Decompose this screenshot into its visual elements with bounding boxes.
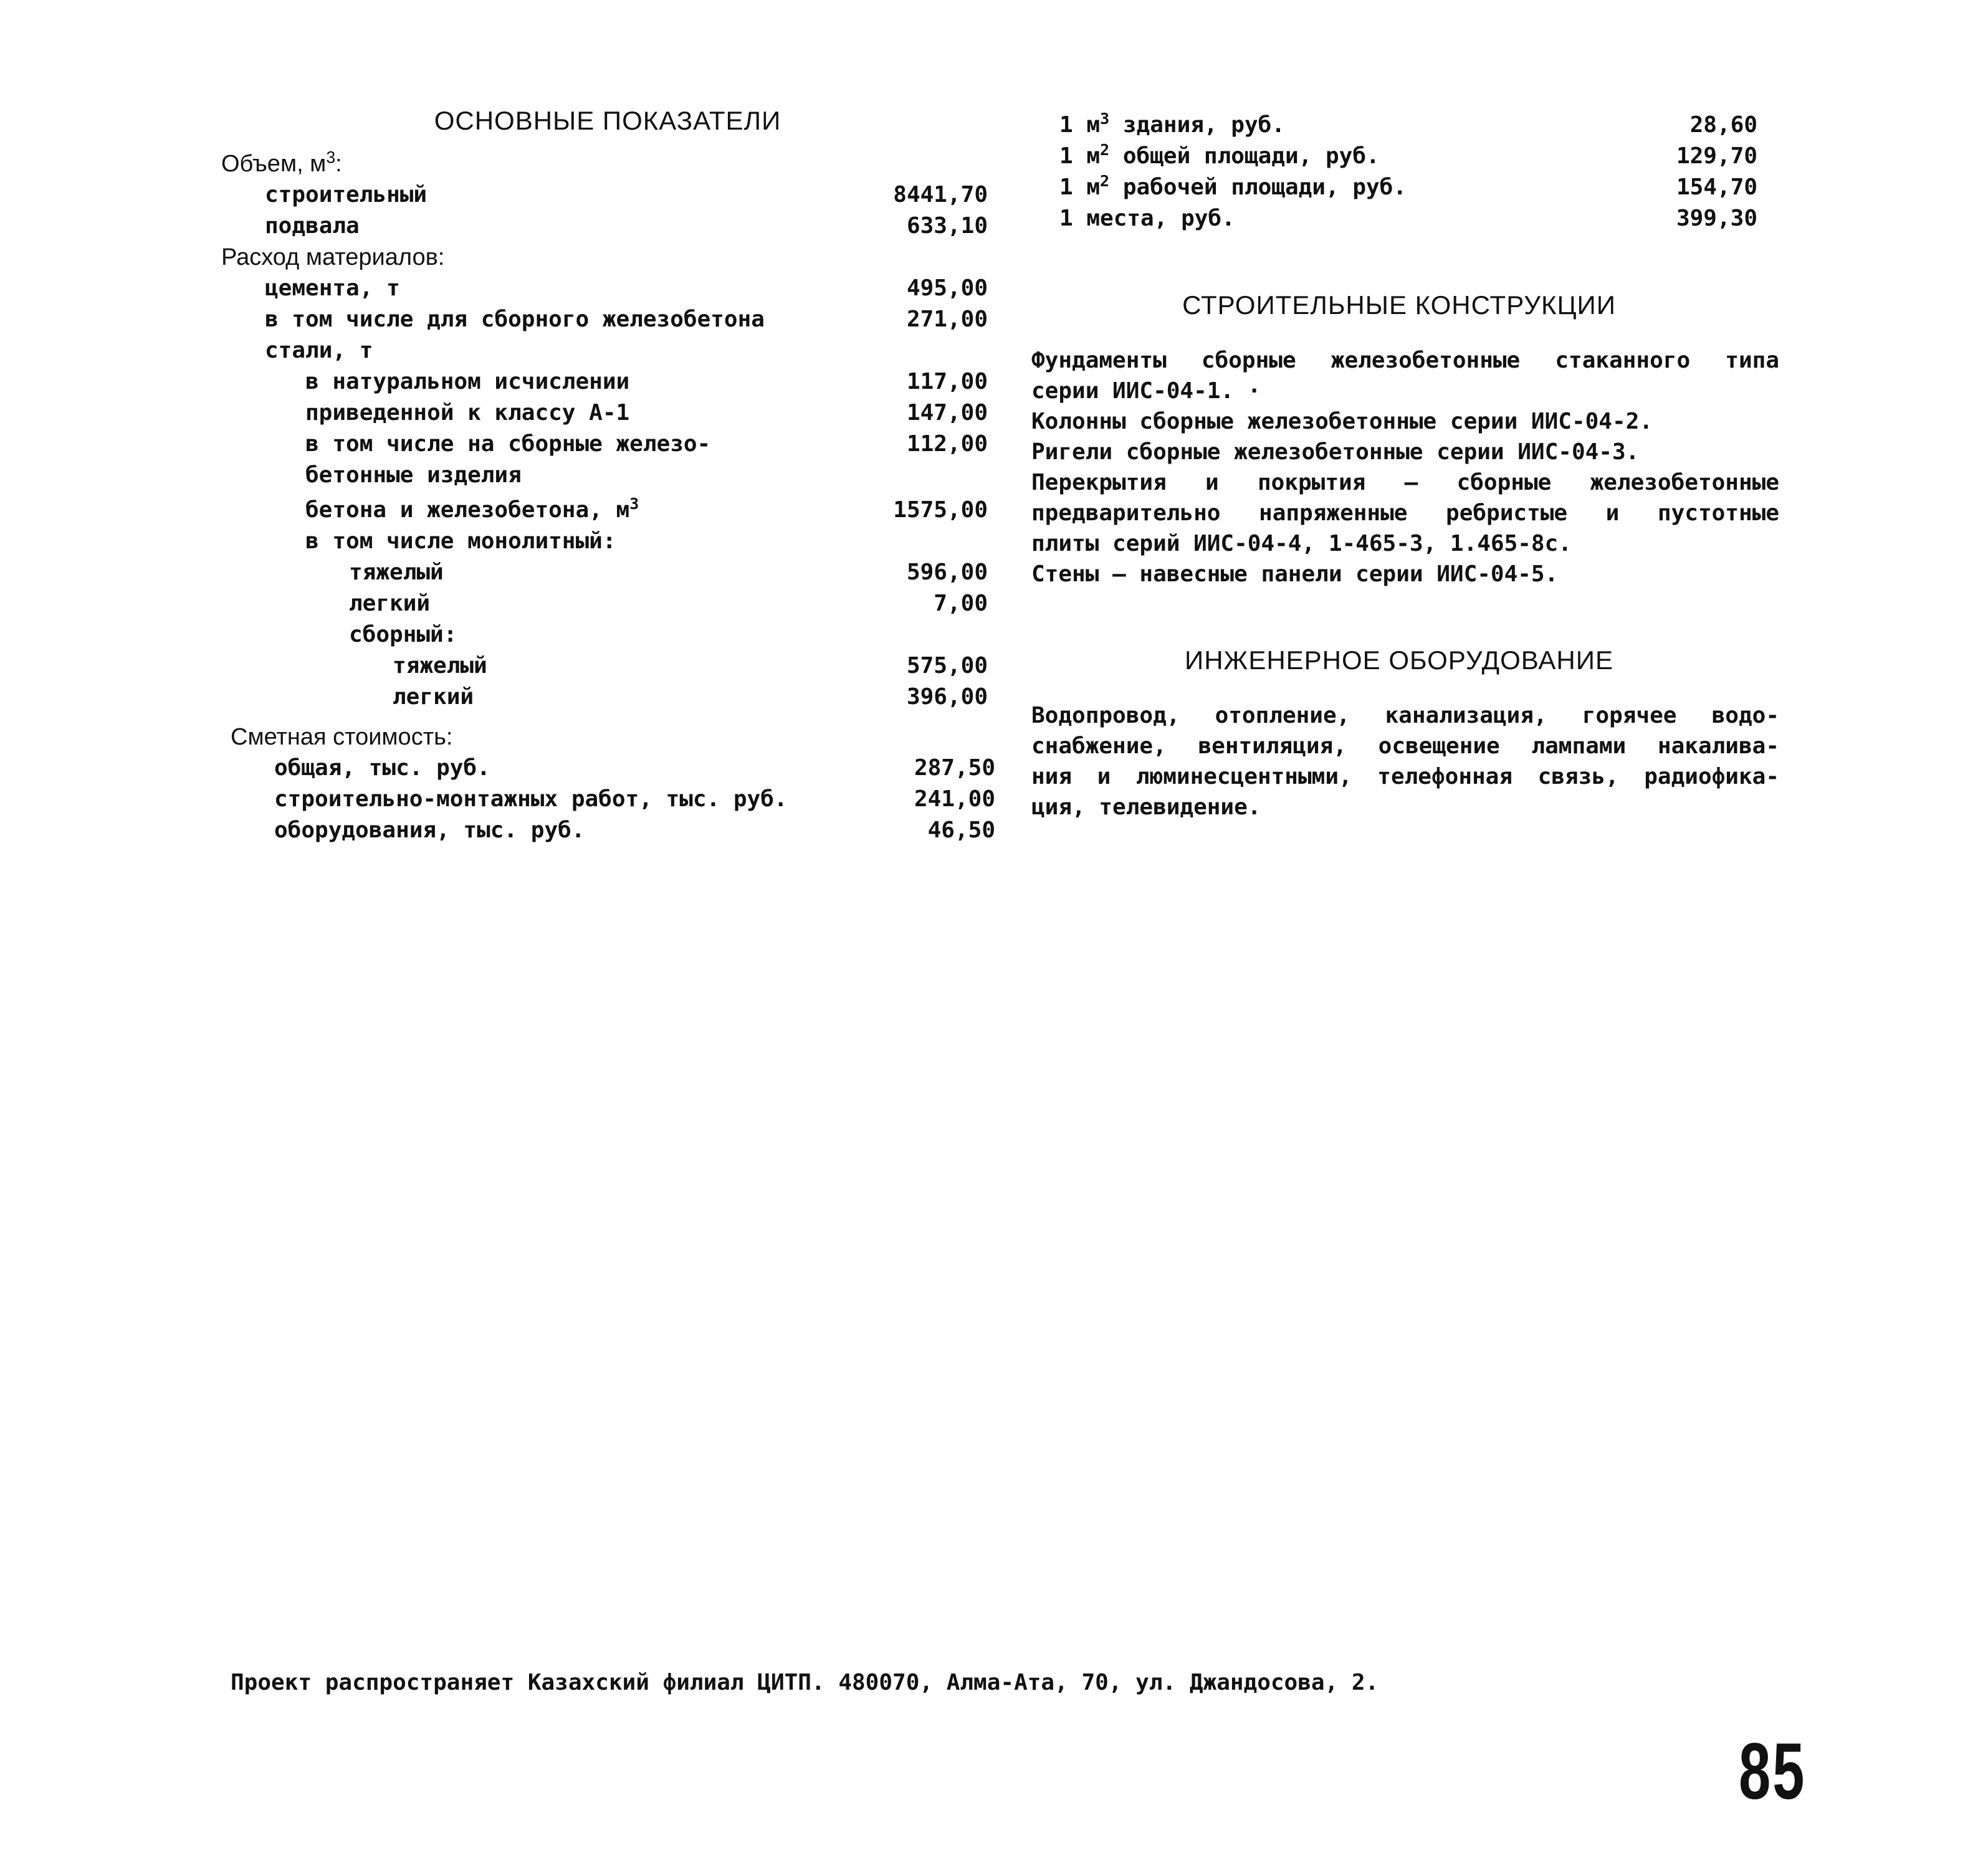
row-label-pre: 1 м: [1059, 143, 1101, 169]
text-line: Перекрытия и покрытия – сборные железобетонные: [1031, 470, 1779, 495]
row-label-post: общей площади, руб.: [1109, 143, 1380, 169]
row-label-pre: 1 м: [1059, 112, 1101, 138]
table-row: [221, 815, 995, 846]
distributor-note: Проект распространяет Казахский филиал ЦИТП. 480070, Алма-Ата, 70, ул. Джандосова, 2.: [231, 1670, 1379, 1695]
row-label: строительный: [265, 182, 428, 207]
row-label: строительно-монтажных работ, тыс. руб.: [274, 786, 788, 812]
row-label: приведенной к классу А-1: [305, 400, 630, 426]
row-label: сборный:: [349, 622, 457, 647]
table-row: [1059, 106, 1757, 141]
table-row: [221, 619, 988, 650]
structures-title: СТРОИТЕЛЬНЫЕ КОНСТРУКЦИИ: [1182, 290, 1616, 320]
text-line: серии ИИС-04-1. ·: [1031, 378, 1261, 404]
row-value: 1575,00: [893, 497, 988, 523]
row-label: подвала: [265, 213, 360, 239]
row-label: в натуральном исчислении: [305, 369, 630, 394]
row-label: стали, т: [265, 338, 373, 363]
row-value: 271,00: [906, 307, 988, 332]
row-value: 154,70: [1676, 174, 1757, 200]
table-row: [221, 557, 988, 588]
table-row: [221, 588, 988, 619]
text-line: снабжение, вентиляция, освещение лампами накалива-: [1031, 733, 1779, 759]
row-value: 633,10: [906, 213, 988, 239]
row-value: 7,00: [934, 591, 988, 616]
estimate-label: Сметная стоимость:: [231, 724, 453, 750]
volume-heading: [221, 145, 988, 179]
text-line: предварительно напряженные ребристые и пустотные: [1031, 500, 1779, 526]
table-row: [221, 273, 988, 304]
text-line: Ригели сборные железобетонные серии ИИС-04-3.: [1031, 439, 1640, 465]
table-row: [221, 211, 988, 242]
table-row: [221, 526, 988, 557]
table-row: [221, 491, 988, 526]
row-value: 117,00: [906, 369, 988, 394]
row-value: 495,00: [906, 275, 988, 301]
text-line: плиты серий ИИС-04-4, 1-465-3, 1.465-8с.: [1031, 531, 1572, 556]
row-label: легкий: [393, 684, 474, 710]
table-row: [221, 304, 988, 335]
table-row: [1059, 172, 1757, 203]
row-value: 396,00: [906, 684, 988, 710]
row-value: 287,50: [914, 755, 995, 781]
row-value: 575,00: [906, 653, 988, 679]
row-value: 28,60: [1689, 112, 1757, 138]
row-label: легкий: [349, 591, 431, 616]
table-row: [221, 753, 995, 784]
row-label: в том числе монолитный:: [305, 528, 616, 554]
row-label: бетонные изделия: [305, 462, 522, 488]
table-row: [1059, 203, 1757, 234]
row-value: 129,70: [1676, 143, 1757, 169]
table-row: [221, 179, 988, 211]
table-row: [221, 460, 988, 491]
row-value: 8441,70: [893, 182, 988, 207]
row-label: тяжелый: [349, 559, 444, 585]
engineering-section: [1031, 645, 1779, 822]
row-label-post: рабочей площади, руб.: [1109, 174, 1407, 200]
row-value: 241,00: [914, 786, 995, 812]
table-row: [221, 650, 988, 682]
row-label: в том числе для сборного железобетона: [265, 307, 765, 332]
row-value: 399,30: [1676, 206, 1757, 231]
text-line: ния и люминесцентными, телефонная связь, радиофика-: [1031, 764, 1779, 789]
row-label: 1 места, руб.: [1059, 206, 1235, 231]
unit-costs-table: [1059, 106, 1757, 234]
text-line: Стены – навесные панели серии ИИС-04-5.: [1031, 561, 1559, 587]
unit-exp: 2: [1100, 141, 1110, 159]
row-label-post: здания, руб.: [1109, 112, 1285, 138]
materials-heading: [221, 242, 988, 273]
table-row: [221, 398, 988, 429]
materials-label: Расход материалов:: [221, 244, 445, 270]
table-row: [221, 335, 988, 366]
table-row: [221, 429, 988, 460]
main-indicators-section: [221, 106, 995, 846]
table-row: [221, 682, 988, 713]
row-label: в том числе на сборные железо-: [305, 431, 711, 457]
structures-section: [1031, 290, 1779, 589]
estimate-heading: [221, 721, 988, 753]
volume-label: Объем, м: [221, 151, 327, 177]
row-label-pre: 1 м: [1059, 174, 1101, 200]
volume-unit-exp: 3: [326, 148, 336, 167]
engineering-title: ИНЖЕНЕРНОЕ ОБОРУДОВАНИЕ: [1185, 645, 1613, 675]
text-line: Фундаменты сборные железобетонные стаканного типа: [1031, 348, 1779, 373]
volume-suffix: :: [335, 151, 342, 177]
right-column: [1031, 106, 1779, 822]
row-value: 147,00: [906, 400, 988, 426]
table-row: [221, 366, 988, 398]
row-label: общая, тыс. руб.: [274, 755, 490, 781]
engineering-text: [1031, 700, 1779, 822]
row-label: оборудования, тыс. руб.: [274, 817, 585, 843]
unit-exp: 3: [1100, 110, 1110, 128]
row-label: цемента, т: [265, 275, 400, 301]
text-line: Водопровод, отопление, канализация, горячее водо-: [1031, 703, 1779, 728]
structures-text: [1031, 345, 1779, 589]
row-label: бетона и железобетона, м: [305, 497, 630, 523]
text-line: ция, телевидение.: [1031, 794, 1261, 820]
table-row: [1059, 141, 1757, 172]
row-label: тяжелый: [393, 653, 487, 679]
table-row: [221, 784, 995, 815]
unit-exp: 2: [1100, 172, 1110, 190]
row-value: 46,50: [927, 817, 995, 843]
row-value: 112,00: [906, 431, 988, 457]
main-indicators-title: ОСНОВНЫЕ ПОКАЗАТЕЛИ: [434, 106, 781, 135]
text-line: Колонны сборные железобетонные серии ИИС-04-2.: [1031, 409, 1653, 434]
page-number: 85: [1739, 1727, 1807, 1816]
row-value: 596,00: [906, 559, 988, 585]
concrete-unit-exp: 3: [629, 495, 639, 513]
